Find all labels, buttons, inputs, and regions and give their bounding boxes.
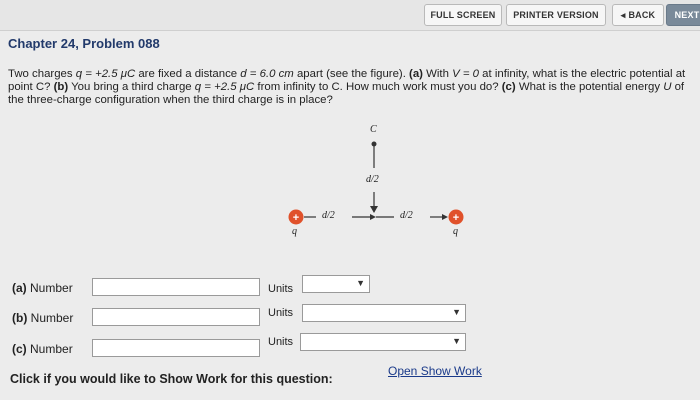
- open-show-work-link[interactable]: Open Show Work: [388, 364, 482, 378]
- answer-b-units-select[interactable]: [302, 304, 466, 322]
- problem-text-part: q = +2.5 μC: [75, 68, 136, 80]
- left-distance-label: d/2: [322, 210, 335, 221]
- printer-version-button[interactable]: PRINTER VERSION: [506, 4, 606, 26]
- charge-figure: [270, 120, 490, 245]
- right-distance-label: d/2: [400, 210, 413, 221]
- part-c-tag: (c): [501, 81, 516, 93]
- next-button[interactable]: NEXT: [666, 4, 700, 26]
- answer-a-number-label: Number: [30, 281, 73, 295]
- vertical-distance-label: d/2: [366, 174, 379, 185]
- problem-text-part: With: [422, 68, 453, 80]
- answer-b-tag: (b): [12, 311, 28, 325]
- problem-text-part: You bring a third charge: [68, 81, 195, 93]
- answer-c-number-input[interactable]: [92, 339, 260, 357]
- top-toolbar: [0, 0, 700, 30]
- problem-text-part: U: [663, 81, 672, 93]
- answer-a-label: [12, 281, 73, 295]
- problem-text-part: q = +2.5 μC: [194, 81, 255, 93]
- right-charge-label: q: [453, 226, 458, 237]
- chevron-down-icon: ▼: [452, 307, 461, 317]
- back-label: BACK: [628, 10, 656, 20]
- back-button[interactable]: [612, 4, 664, 26]
- toolbar-divider: [0, 30, 700, 31]
- answer-a-number-input[interactable]: [92, 278, 260, 296]
- answer-b-label: [12, 311, 73, 325]
- point-c-label: C: [370, 124, 377, 135]
- problem-text-part: at infinity, what is the electric potential at point C?: [8, 68, 686, 93]
- part-a-tag: (a): [409, 68, 423, 80]
- answer-b-number-label: Number: [30, 311, 74, 325]
- chevron-down-icon: ▼: [356, 278, 365, 288]
- answer-a-units-select[interactable]: [302, 275, 370, 293]
- answer-b-number-input[interactable]: [92, 308, 260, 326]
- full-screen-button[interactable]: FULL SCREEN: [424, 4, 502, 26]
- answer-b-units-label: Units: [268, 307, 294, 319]
- problem-text-part: What is the potential energy: [515, 81, 664, 93]
- answer-c-units-label: Units: [268, 336, 294, 348]
- problem-text-part: d = 6.0 cm: [240, 68, 294, 80]
- right-arrow-icon: [442, 214, 448, 220]
- answer-a-units-label: Units: [268, 283, 294, 295]
- problem-text-part: from infinity to C. How much work must you do?: [254, 81, 502, 93]
- show-work-prompt: Click if you would like to Show Work for this question:: [10, 372, 333, 386]
- point-c-dot: [372, 142, 377, 147]
- right-arrow-icon: [370, 214, 376, 220]
- answer-c-number-label: Number: [30, 342, 73, 356]
- problem-text-part: of the three-charge configuration when the third charge is in place?: [8, 81, 685, 106]
- problem-title: Chapter 24, Problem 088: [8, 36, 160, 51]
- part-b-tag: (b): [53, 81, 69, 93]
- back-arrow-icon: ◂: [620, 9, 626, 20]
- problem-statement: [8, 68, 698, 107]
- problem-text-part: Two charges: [8, 68, 76, 80]
- left-charge-label: q: [292, 226, 297, 237]
- right-charge-sign: +: [452, 212, 460, 224]
- down-arrow-icon: [370, 206, 378, 213]
- answer-c-label: [12, 342, 73, 356]
- problem-text-part: apart (see the figure).: [293, 68, 410, 80]
- problem-text-part: are fixed a distance: [135, 68, 241, 80]
- problem-text-part: V = 0: [452, 68, 479, 80]
- answer-a-tag: (a): [12, 281, 27, 295]
- answer-c-units-select[interactable]: [300, 333, 466, 351]
- left-charge-sign: +: [292, 212, 300, 224]
- chevron-down-icon: ▼: [452, 336, 461, 346]
- answer-c-tag: (c): [12, 342, 27, 356]
